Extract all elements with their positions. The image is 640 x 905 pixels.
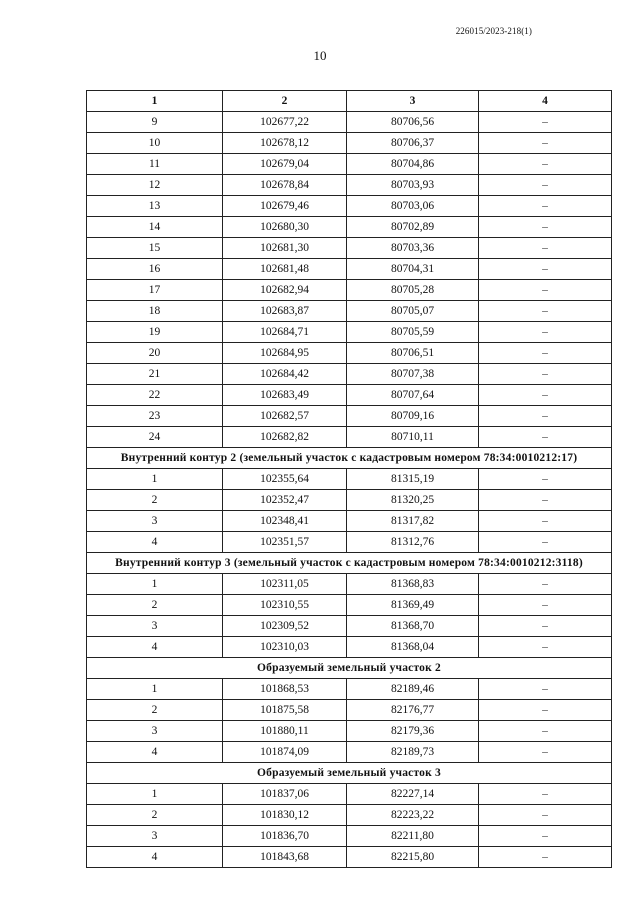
x-coordinate-cell: 102678,12 — [223, 133, 347, 154]
table-row — [87, 196, 612, 217]
note-cell: – — [479, 826, 612, 847]
y-coordinate-cell: 82211,80 — [347, 826, 479, 847]
x-coordinate-cell: 102684,95 — [223, 343, 347, 364]
note-cell: – — [479, 805, 612, 826]
column-header-2: 2 — [223, 91, 347, 112]
point-number-cell: 1 — [87, 469, 223, 490]
point-number-cell: 3 — [87, 511, 223, 532]
point-number-cell: 18 — [87, 301, 223, 322]
x-coordinate-cell: 102355,64 — [223, 469, 347, 490]
x-coordinate-cell: 102678,84 — [223, 175, 347, 196]
note-cell: – — [479, 847, 612, 868]
table-row — [87, 700, 612, 721]
table-row — [87, 112, 612, 133]
point-number-cell: 22 — [87, 385, 223, 406]
y-coordinate-cell: 82179,36 — [347, 721, 479, 742]
table-row — [87, 385, 612, 406]
point-number-cell: 2 — [87, 700, 223, 721]
table-row — [87, 280, 612, 301]
note-cell: – — [479, 133, 612, 154]
x-coordinate-cell: 102679,46 — [223, 196, 347, 217]
section-title-row — [87, 553, 612, 574]
note-cell: – — [479, 511, 612, 532]
x-coordinate-cell: 102351,57 — [223, 532, 347, 553]
y-coordinate-cell: 80704,86 — [347, 154, 479, 175]
note-cell: – — [479, 196, 612, 217]
x-coordinate-cell: 101837,06 — [223, 784, 347, 805]
x-coordinate-cell: 102681,30 — [223, 238, 347, 259]
note-cell: – — [479, 217, 612, 238]
note-cell: – — [479, 301, 612, 322]
y-coordinate-cell: 81368,83 — [347, 574, 479, 595]
table-row — [87, 637, 612, 658]
table-row — [87, 784, 612, 805]
table-row — [87, 742, 612, 763]
x-coordinate-cell: 101880,11 — [223, 721, 347, 742]
y-coordinate-cell: 80706,37 — [347, 133, 479, 154]
note-cell: – — [479, 490, 612, 511]
y-coordinate-cell: 80707,64 — [347, 385, 479, 406]
y-coordinate-cell: 81368,70 — [347, 616, 479, 637]
point-number-cell: 17 — [87, 280, 223, 301]
point-number-cell: 10 — [87, 133, 223, 154]
x-coordinate-cell: 102682,94 — [223, 280, 347, 301]
note-cell: – — [479, 637, 612, 658]
x-coordinate-cell: 102682,82 — [223, 427, 347, 448]
note-cell: – — [479, 280, 612, 301]
table-row — [87, 406, 612, 427]
y-coordinate-cell: 82223,22 — [347, 805, 479, 826]
point-number-cell: 4 — [87, 637, 223, 658]
table-row — [87, 343, 612, 364]
y-coordinate-cell: 82189,73 — [347, 742, 479, 763]
table-row — [87, 133, 612, 154]
point-number-cell: 4 — [87, 742, 223, 763]
point-number-cell: 4 — [87, 532, 223, 553]
note-cell: – — [479, 784, 612, 805]
table-row — [87, 238, 612, 259]
x-coordinate-cell: 102681,48 — [223, 259, 347, 280]
table-header-row — [87, 91, 612, 112]
x-coordinate-cell: 101843,68 — [223, 847, 347, 868]
point-number-cell: 13 — [87, 196, 223, 217]
y-coordinate-cell: 81369,49 — [347, 595, 479, 616]
x-coordinate-cell: 102683,87 — [223, 301, 347, 322]
point-number-cell: 2 — [87, 490, 223, 511]
table-row — [87, 490, 612, 511]
table-row — [87, 574, 612, 595]
y-coordinate-cell: 80705,07 — [347, 301, 479, 322]
note-cell: – — [479, 112, 612, 133]
note-cell: – — [479, 742, 612, 763]
table-row — [87, 322, 612, 343]
x-coordinate-cell: 102684,42 — [223, 364, 347, 385]
document-id: 226015/2023-218(1) — [455, 26, 532, 36]
point-number-cell: 9 — [87, 112, 223, 133]
note-cell: – — [479, 700, 612, 721]
x-coordinate-cell: 101836,70 — [223, 826, 347, 847]
point-number-cell: 3 — [87, 721, 223, 742]
x-coordinate-cell: 102684,71 — [223, 322, 347, 343]
point-number-cell: 2 — [87, 595, 223, 616]
table-row — [87, 259, 612, 280]
y-coordinate-cell: 80706,56 — [347, 112, 479, 133]
y-coordinate-cell: 80703,36 — [347, 238, 479, 259]
x-coordinate-cell: 102311,05 — [223, 574, 347, 595]
table-row — [87, 175, 612, 196]
y-coordinate-cell: 81312,76 — [347, 532, 479, 553]
note-cell: – — [479, 175, 612, 196]
y-coordinate-cell: 81320,25 — [347, 490, 479, 511]
section-title-row — [87, 763, 612, 784]
y-coordinate-cell: 80703,93 — [347, 175, 479, 196]
point-number-cell: 11 — [87, 154, 223, 175]
page-number: 10 — [313, 48, 327, 63]
note-cell: – — [479, 616, 612, 637]
point-number-cell: 3 — [87, 616, 223, 637]
note-cell: – — [479, 343, 612, 364]
point-number-cell: 15 — [87, 238, 223, 259]
point-number-cell: 21 — [87, 364, 223, 385]
y-coordinate-cell: 82215,80 — [347, 847, 479, 868]
table-row — [87, 805, 612, 826]
table-row — [87, 616, 612, 637]
table-row — [87, 826, 612, 847]
x-coordinate-cell: 101874,09 — [223, 742, 347, 763]
table-body — [87, 112, 612, 868]
note-cell: – — [479, 469, 612, 490]
y-coordinate-cell: 80706,51 — [347, 343, 479, 364]
note-cell: – — [479, 238, 612, 259]
column-header-1: 1 — [87, 91, 223, 112]
note-cell: – — [479, 322, 612, 343]
x-coordinate-cell: 102677,22 — [223, 112, 347, 133]
y-coordinate-cell: 81317,82 — [347, 511, 479, 532]
table-row — [87, 511, 612, 532]
table-row — [87, 154, 612, 175]
y-coordinate-cell: 80709,16 — [347, 406, 479, 427]
table-row — [87, 532, 612, 553]
point-number-cell: 20 — [87, 343, 223, 364]
section-title-row — [87, 448, 612, 469]
x-coordinate-cell: 102310,55 — [223, 595, 347, 616]
coordinates-table — [86, 90, 612, 868]
section-title: Образуемый земельный участок 3 — [87, 763, 612, 784]
note-cell: – — [479, 364, 612, 385]
table-row — [87, 847, 612, 868]
point-number-cell: 16 — [87, 259, 223, 280]
table-row — [87, 721, 612, 742]
section-title: Внутренний контур 3 (земельный участок с кадастровым номером 78:34:0010212:3118) — [87, 553, 612, 574]
x-coordinate-cell: 101830,12 — [223, 805, 347, 826]
note-cell: – — [479, 385, 612, 406]
x-coordinate-cell: 102309,52 — [223, 616, 347, 637]
y-coordinate-cell: 80704,31 — [347, 259, 479, 280]
point-number-cell: 24 — [87, 427, 223, 448]
note-cell: – — [479, 427, 612, 448]
x-coordinate-cell: 102682,57 — [223, 406, 347, 427]
point-number-cell: 3 — [87, 826, 223, 847]
point-number-cell: 14 — [87, 217, 223, 238]
x-coordinate-cell: 102310,03 — [223, 637, 347, 658]
point-number-cell: 12 — [87, 175, 223, 196]
y-coordinate-cell: 81368,04 — [347, 637, 479, 658]
section-title-row — [87, 658, 612, 679]
x-coordinate-cell: 102352,47 — [223, 490, 347, 511]
note-cell: – — [479, 679, 612, 700]
point-number-cell: 1 — [87, 574, 223, 595]
table-row — [87, 217, 612, 238]
table-row — [87, 679, 612, 700]
x-coordinate-cell: 101868,53 — [223, 679, 347, 700]
section-title: Образуемый земельный участок 2 — [87, 658, 612, 679]
table-row — [87, 595, 612, 616]
note-cell: – — [479, 406, 612, 427]
x-coordinate-cell: 102680,30 — [223, 217, 347, 238]
table-row — [87, 427, 612, 448]
y-coordinate-cell: 80702,89 — [347, 217, 479, 238]
x-coordinate-cell: 101875,58 — [223, 700, 347, 721]
note-cell: – — [479, 532, 612, 553]
column-header-3: 3 — [347, 91, 479, 112]
y-coordinate-cell: 80705,28 — [347, 280, 479, 301]
note-cell: – — [479, 259, 612, 280]
y-coordinate-cell: 82189,46 — [347, 679, 479, 700]
section-title: Внутренний контур 2 (земельный участок с кадастровым номером 78:34:0010212:17) — [87, 448, 612, 469]
note-cell: – — [479, 154, 612, 175]
y-coordinate-cell: 80710,11 — [347, 427, 479, 448]
y-coordinate-cell: 80703,06 — [347, 196, 479, 217]
x-coordinate-cell: 102348,41 — [223, 511, 347, 532]
table-row — [87, 301, 612, 322]
point-number-cell: 2 — [87, 805, 223, 826]
y-coordinate-cell: 82227,14 — [347, 784, 479, 805]
note-cell: – — [479, 721, 612, 742]
table-row — [87, 469, 612, 490]
point-number-cell: 1 — [87, 784, 223, 805]
x-coordinate-cell: 102683,49 — [223, 385, 347, 406]
point-number-cell: 4 — [87, 847, 223, 868]
point-number-cell: 23 — [87, 406, 223, 427]
note-cell: – — [479, 574, 612, 595]
point-number-cell: 1 — [87, 679, 223, 700]
point-number-cell: 19 — [87, 322, 223, 343]
y-coordinate-cell: 82176,77 — [347, 700, 479, 721]
table-row — [87, 364, 612, 385]
x-coordinate-cell: 102679,04 — [223, 154, 347, 175]
y-coordinate-cell: 80705,59 — [347, 322, 479, 343]
y-coordinate-cell: 81315,19 — [347, 469, 479, 490]
column-header-4: 4 — [479, 91, 612, 112]
y-coordinate-cell: 80707,38 — [347, 364, 479, 385]
note-cell: – — [479, 595, 612, 616]
